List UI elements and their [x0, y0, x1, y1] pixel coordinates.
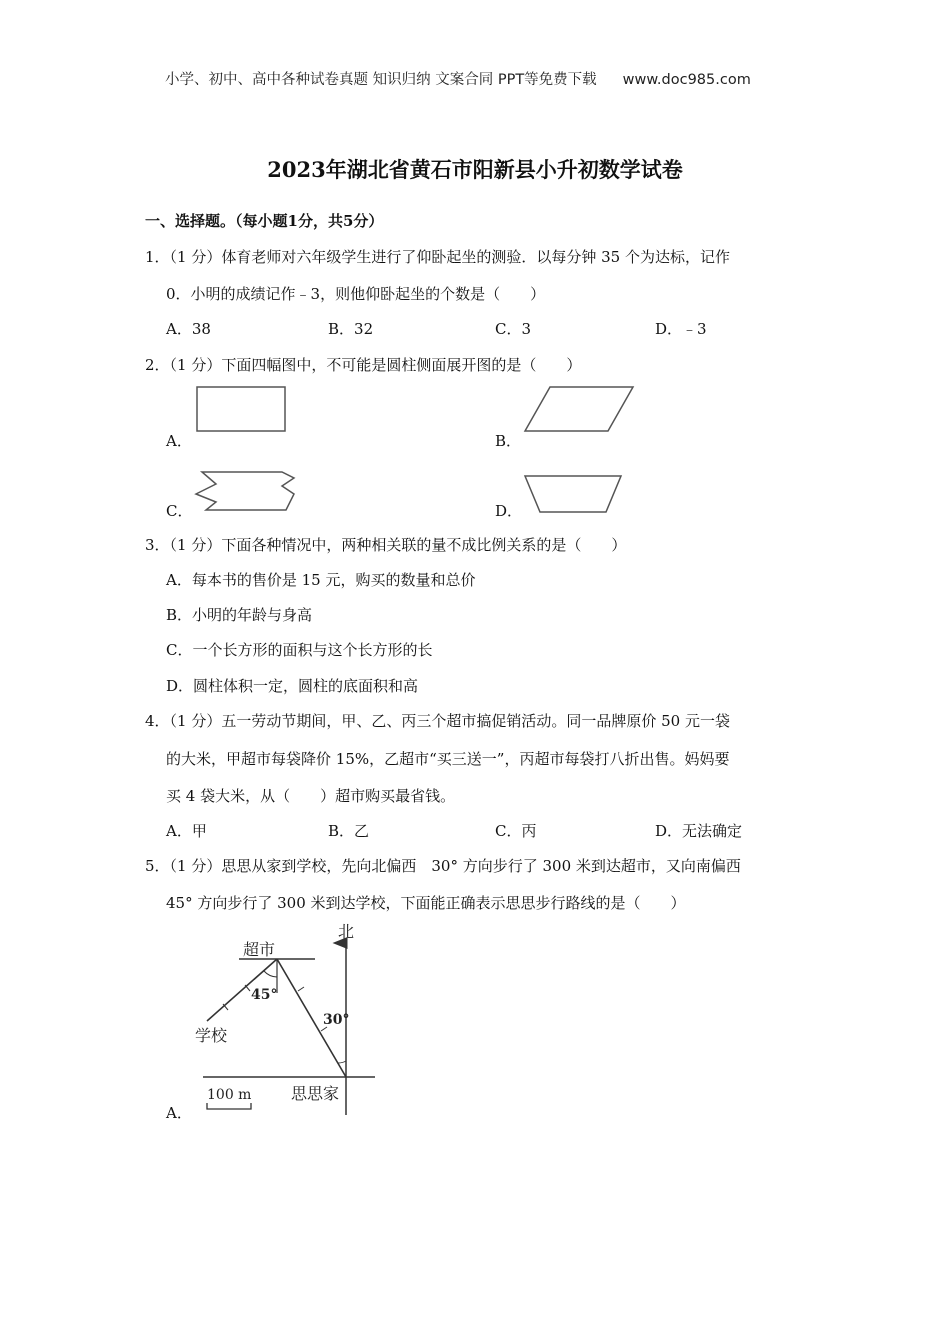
route-tick — [298, 987, 304, 991]
question-2-line-1: 2．（1 分）下面四幅图中，不可能是圆柱侧面展开图的是（ ） — [145, 356, 582, 374]
angle-arc-home — [338, 1061, 346, 1063]
school-label: 学校 — [195, 1026, 228, 1045]
home-label: 思思家 — [291, 1084, 340, 1103]
question-4-line-1: 4．（1 分）五一劳动节期间，甲、乙、丙三个超市搞促销活动。同一品牌原价 50 元一袋 — [145, 712, 730, 730]
market-label: 超市 — [243, 940, 276, 959]
question-1-line-2: 0．小明的成绩记作﹣3，则他仰卧起坐的个数是（ ） — [166, 285, 546, 303]
question-5-option-a[interactable]: A． — [166, 1104, 192, 1122]
route-diagram — [185, 915, 385, 1115]
question-2-option-b[interactable]: B． — [495, 432, 522, 450]
rectangle-figure — [196, 386, 288, 434]
question-4-option-d[interactable]: D．无法确定 — [655, 822, 743, 840]
question-1-option-a[interactable]: A．38 — [166, 320, 211, 338]
question-4-line-3: 买 4 袋大米，从（ ）超市购买最省钱。 — [166, 787, 456, 805]
scale-label: 100 m — [207, 1087, 252, 1103]
question-3-option-a[interactable]: A．每本书的售价是 15 元，购买的数量和总价 — [166, 571, 476, 589]
question-4-option-b[interactable]: B．乙 — [328, 822, 370, 840]
question-5-line-2: 45° 方向步行了 300 米到达学校，下面能正确表示思思步行路线的是（ ） — [166, 894, 686, 912]
angle-arc-market — [264, 971, 277, 977]
header-text: 小学、初中、高中各种试卷真题 知识归纳 文案合同 PPT等免费下载 — [165, 72, 597, 88]
parallelogram-figure — [524, 386, 636, 434]
question-1-line-1: 1．（1 分）体育老师对六年级学生进行了仰卧起坐的测验．以每分钟 35 个为达标，记作 — [145, 248, 730, 266]
question-4-option-c[interactable]: C．丙 — [495, 822, 537, 840]
question-3-option-b[interactable]: B．小明的年龄与身高 — [166, 606, 313, 624]
question-3-line-1: 3．（1 分）下面各种情况中，两种相关联的量不成比例关系的是（ ） — [145, 536, 627, 554]
question-1-option-d[interactable]: D．﹣3 — [655, 320, 707, 338]
question-2-option-c[interactable]: C． — [166, 502, 193, 520]
page-header — [165, 68, 751, 89]
scale-bar — [207, 1103, 251, 1109]
angle-30-label: 30° — [323, 1012, 350, 1028]
question-2-option-d[interactable]: D． — [495, 502, 523, 520]
angle-45-label: 45° — [251, 987, 278, 1003]
question-1-option-c[interactable]: C．3 — [495, 320, 532, 338]
zigzag-figure — [194, 470, 298, 514]
question-3-option-d[interactable]: D．圆柱体积一定，圆柱的底面积和高 — [166, 677, 419, 695]
question-4-line-2: 的大米，甲超市每袋降价 15%，乙超市“买三送一”，丙超市每袋打八折出售。妈妈要 — [166, 750, 730, 768]
north-label: 北 — [338, 922, 355, 941]
question-1-option-b[interactable]: B．32 — [328, 320, 374, 338]
question-3-option-c[interactable]: C．一个长方形的面积与这个长方形的长 — [166, 641, 433, 659]
section-heading-choice: 一、选择题。（每小题1分，共5分） — [145, 212, 384, 230]
trapezoid-figure — [524, 474, 624, 514]
question-4-option-a[interactable]: A．甲 — [166, 822, 207, 840]
question-5-line-1: 5．（1 分）思思从家到学校，先向北偏西 30° 方向步行了 300 米到达超市，又向南偏西 — [145, 857, 741, 875]
question-2-option-a[interactable]: A． — [166, 432, 192, 450]
page-title: 2023年湖北省黄石市阳新县小升初数学试卷 — [267, 157, 683, 182]
header-site-link[interactable]: www.doc985.com — [622, 72, 751, 88]
